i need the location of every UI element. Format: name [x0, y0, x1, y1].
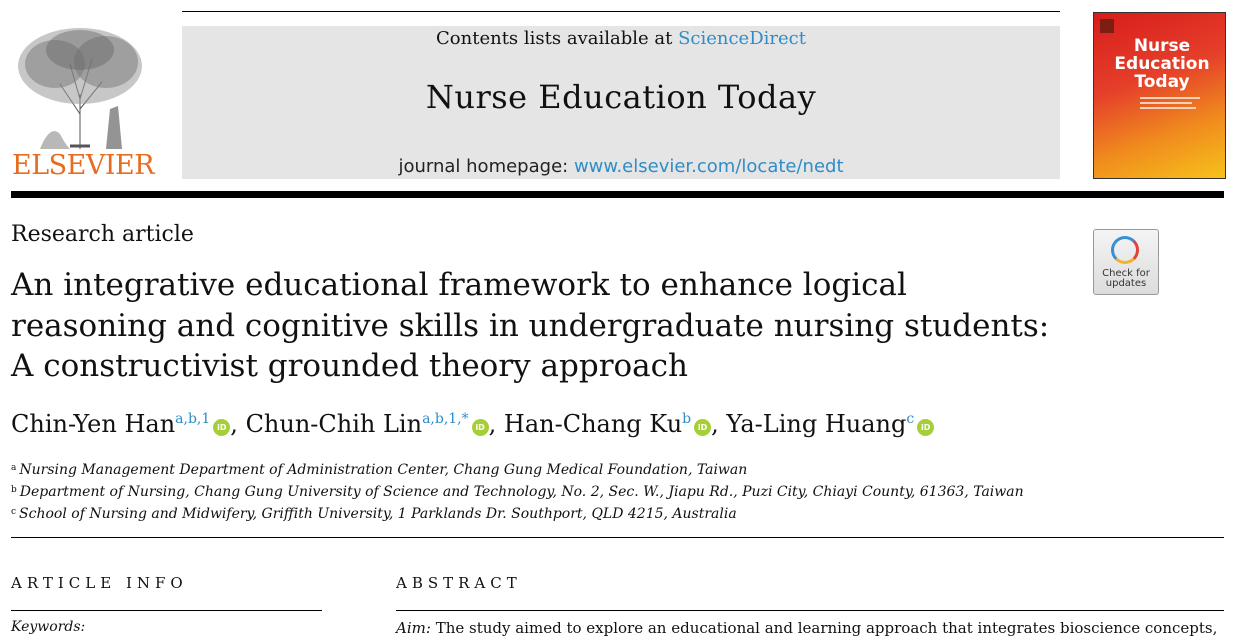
affiliation-item — [11, 480, 1024, 502]
affiliation-text: Nursing Management Department of Administration Center, Chang Gung Medical Foundation, Taiwan — [19, 462, 748, 478]
affiliation-item — [11, 502, 1024, 524]
abstract-rule — [396, 610, 1224, 611]
affiliation-text: Department of Nursing, Chang Gung University of Science and Technology, No. 2, Sec. W., Jiapu Rd., Puzi City, Chiayi County, 61363, Taiwan — [19, 484, 1024, 500]
author-name[interactable]: Chin-Yen Han — [11, 410, 176, 438]
affiliation-item — [11, 458, 1024, 480]
journal-cover-image[interactable] — [1093, 12, 1226, 179]
sciencedirect-link[interactable]: ScienceDirect — [678, 28, 806, 49]
journal-title: Nurse Education Today — [425, 78, 817, 116]
author-name[interactable]: Chun-Chih Lin — [245, 410, 423, 438]
aim-text: The study aimed to explore an educational and learning approach that integrates bioscience concepts, — [435, 619, 1218, 637]
contents-prefix: Contents lists available at — [436, 28, 673, 49]
affiliation-text: School of Nursing and Midwifery, Griffith University, 1 Parklands Dr. Southport, QLD 4215, Australia — [19, 506, 737, 522]
abstract-heading: ABSTRACT — [396, 574, 522, 592]
journal-masthead — [182, 26, 1060, 179]
orcid-icon[interactable]: iD — [917, 419, 934, 436]
article-info-heading: ARTICLE INFO — [11, 574, 188, 592]
header-thick-rule — [11, 191, 1224, 198]
crossmark-icon — [1111, 236, 1139, 264]
author-affiliation-marks[interactable]: a,b,1,* — [422, 411, 469, 427]
cover-title: Nurse Education Today — [1114, 36, 1210, 92]
contents-line — [182, 28, 1060, 49]
article-type: Research article — [11, 222, 194, 247]
affiliation-key: a — [11, 463, 17, 473]
affiliation-key: c — [11, 507, 17, 517]
author-affiliation-marks[interactable]: c — [906, 411, 915, 427]
author-list: Chin-Yen Han$^{a,b,1}$iD , Chun-Chih Lin$^{a,b,1,*}$iD , Han-Chang Ku$^b$iD , Ya-Ling Huang$^c$iD — [11, 410, 934, 438]
journal-homepage-line — [182, 156, 1060, 177]
orcid-icon[interactable]: iD — [472, 419, 489, 436]
cover-subtitle-decoration — [1140, 97, 1220, 109]
publisher-name: ELSEVIER — [12, 150, 155, 181]
abstract-aim-paragraph — [396, 619, 1224, 637]
check-for-updates-button[interactable] — [1093, 229, 1159, 295]
author-name[interactable]: Ya-Ling Huang — [726, 410, 907, 438]
article-title: An integrative educational framework to enhance logical reasoning and cognitive skills in undergraduate nursing students: A constructivist grounded theory approach — [11, 267, 1050, 384]
orcid-icon[interactable]: iD — [213, 419, 230, 436]
affiliation-key: b — [11, 485, 17, 495]
header-top-rule — [182, 11, 1060, 12]
aim-label: Aim: — [396, 619, 431, 637]
author-affiliation-marks[interactable]: b — [682, 411, 692, 427]
affiliation-list — [11, 458, 1024, 524]
cover-publisher-mark — [1100, 19, 1114, 33]
author-name[interactable]: Han-Chang Ku — [503, 410, 683, 438]
orcid-icon[interactable]: iD — [694, 419, 711, 436]
section-divider — [11, 537, 1224, 538]
check-for-updates-label: Check for updates — [1102, 268, 1150, 289]
keywords-label: Keywords: — [11, 619, 86, 635]
homepage-prefix: journal homepage: — [398, 156, 569, 177]
article-info-rule — [11, 610, 322, 611]
journal-homepage-link[interactable]: www.elsevier.com/locate/nedt — [573, 156, 844, 177]
author-affiliation-marks[interactable]: a,b,1 — [175, 411, 211, 427]
